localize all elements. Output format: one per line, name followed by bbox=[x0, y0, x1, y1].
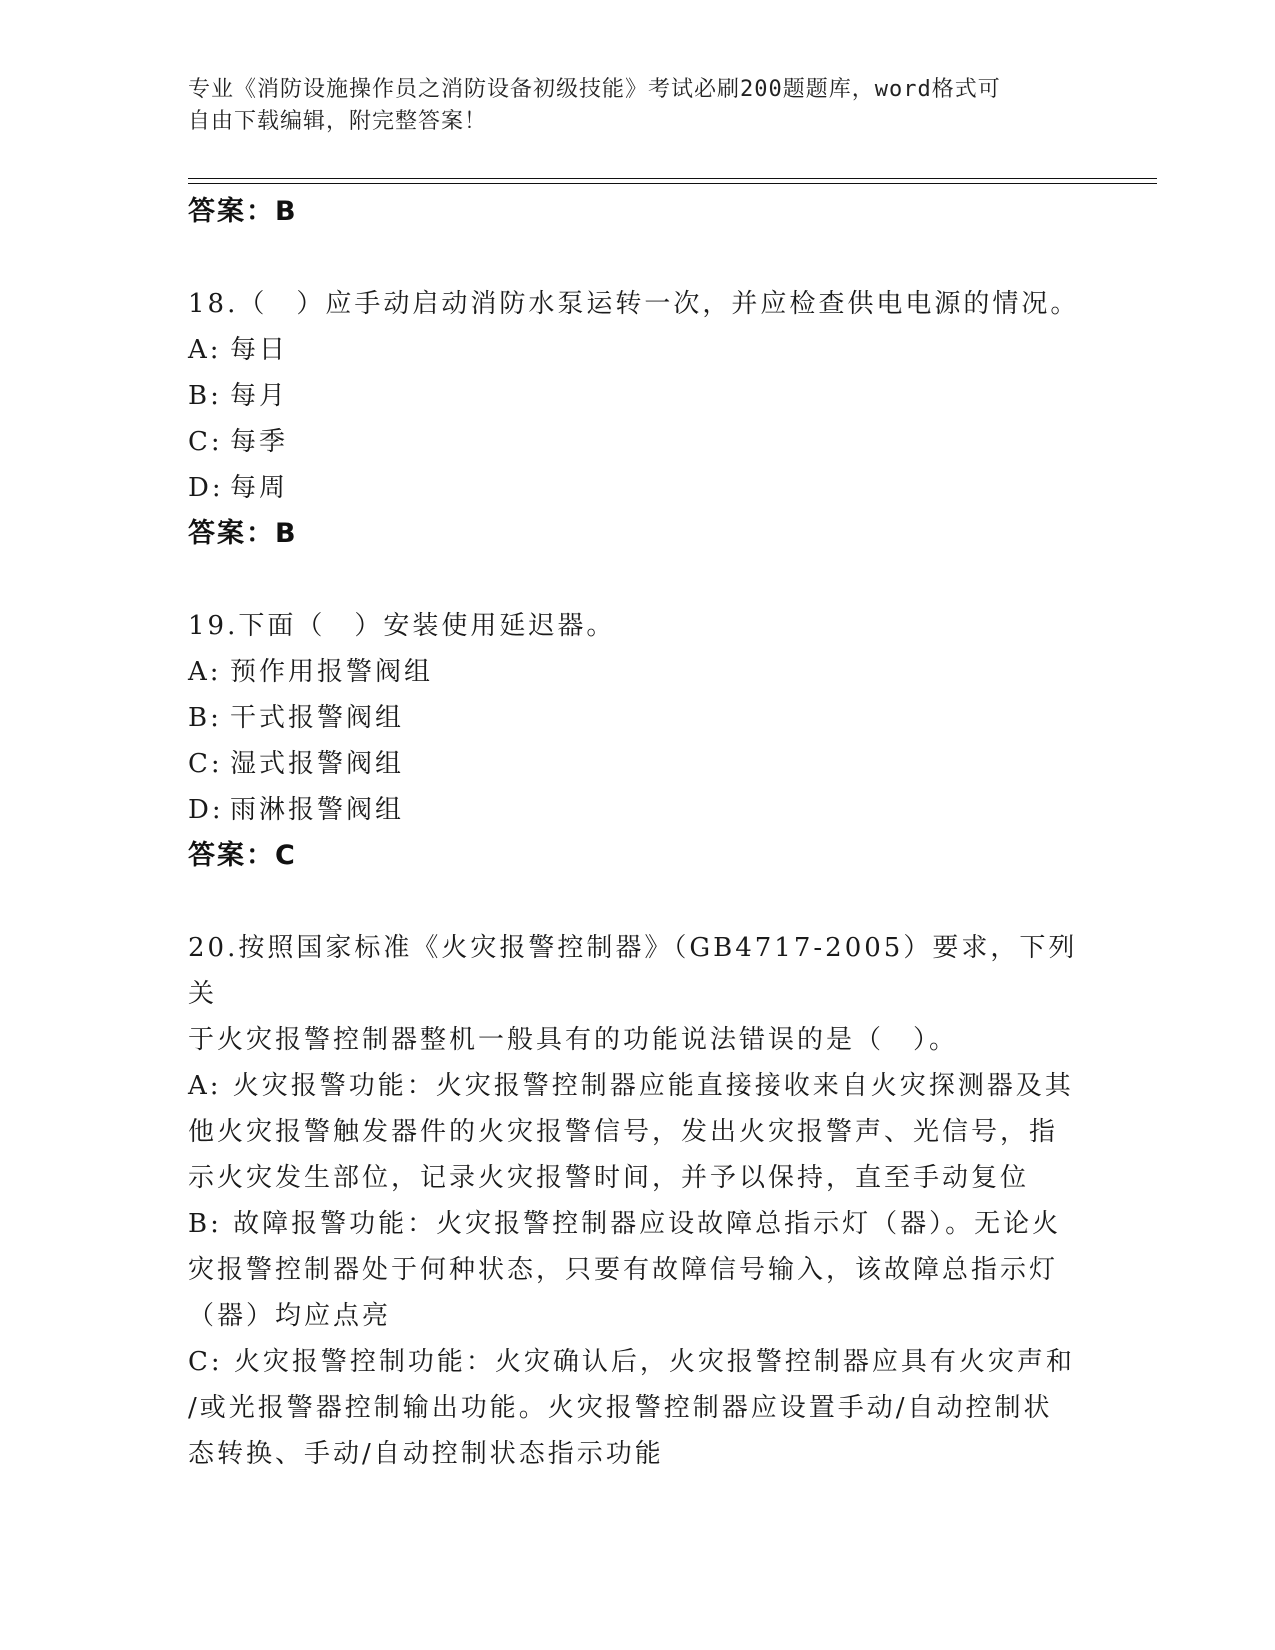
option-text: 每季 bbox=[230, 427, 289, 457]
option-c bbox=[188, 419, 1088, 465]
option-key: A: bbox=[188, 657, 222, 687]
document-body bbox=[188, 189, 1088, 1477]
question-stem: 18.（ ）应手动启动消防水泵运转一次，并应检查供电电源的情况。 bbox=[188, 289, 1080, 319]
option-text: 每月 bbox=[230, 381, 289, 411]
option-text: 每日 bbox=[230, 335, 289, 365]
option-key: C: bbox=[188, 749, 223, 779]
header-divider-bottom bbox=[188, 183, 1157, 184]
option-c-line: /或光报警器控制输出功能。火灾报警控制器应设置手动/自动控制状 bbox=[188, 1393, 1053, 1423]
spacer bbox=[188, 557, 1088, 603]
question-answer: 答案：C bbox=[188, 840, 297, 871]
option-a-line: A: 火灾报警功能：火灾报警控制器应能直接接收来自火灾探测器及其 bbox=[188, 1071, 1074, 1101]
option-b-line: 灾报警控制器处于何种状态，只要有故障信号输入，该故障总指示灯 bbox=[188, 1255, 1059, 1285]
option-c-line: 态转换、手动/自动控制状态指示功能 bbox=[188, 1439, 664, 1469]
previous-answer: 答案：B bbox=[188, 196, 298, 227]
option-key: C: bbox=[188, 427, 223, 457]
option-b-line: B: 故障报警功能：火灾报警控制器应设故障总指示灯（器）。无论火 bbox=[188, 1209, 1062, 1239]
option-key: B: bbox=[188, 381, 222, 411]
option-a-line: 示火灾发生部位，记录火灾报警时间，并予以保持，直至手动复位 bbox=[188, 1163, 1030, 1193]
option-key: D: bbox=[188, 473, 224, 503]
option-a bbox=[188, 649, 1088, 695]
question-stem: 19.下面（ ）安装使用延迟器。 bbox=[188, 611, 616, 641]
option-b-line: （器）均应点亮 bbox=[188, 1301, 392, 1331]
spacer bbox=[188, 879, 1088, 925]
header-divider-top bbox=[188, 178, 1157, 179]
option-key: B: bbox=[188, 703, 222, 733]
spacer bbox=[188, 235, 1088, 281]
question-20 bbox=[188, 925, 1088, 1477]
option-d bbox=[188, 787, 1088, 833]
option-text: 干式报警阀组 bbox=[230, 703, 405, 733]
header-line-2: 自由下载编辑，附完整答案！ bbox=[188, 109, 488, 134]
option-text: 每周 bbox=[230, 473, 289, 503]
option-text: 湿式报警阀组 bbox=[230, 749, 405, 779]
option-text: 预作用报警阀组 bbox=[230, 657, 434, 687]
option-b bbox=[188, 373, 1088, 419]
question-18 bbox=[188, 281, 1088, 557]
option-key: A: bbox=[188, 335, 222, 365]
option-text: 雨淋报警阀组 bbox=[230, 795, 405, 825]
option-a bbox=[188, 327, 1088, 373]
page-header bbox=[188, 74, 1068, 138]
option-c-line: C: 火灾报警控制功能：火灾确认后，火灾报警控制器应具有火灾声和 bbox=[188, 1347, 1075, 1377]
question-stem-line: 20.按照国家标准《火灾报警控制器》（GB4717-2005）要求，下列关 bbox=[188, 933, 1078, 1009]
question-stem-line: 于火灾报警控制器整机一般具有的功能说法错误的是（ ）。 bbox=[188, 1025, 959, 1055]
question-answer: 答案：B bbox=[188, 518, 298, 549]
option-c bbox=[188, 741, 1088, 787]
question-19 bbox=[188, 603, 1088, 879]
option-d bbox=[188, 465, 1088, 511]
option-a-line: 他火灾报警触发器件的火灾报警信号，发出火灾报警声、光信号，指 bbox=[188, 1117, 1059, 1147]
option-key: D: bbox=[188, 795, 224, 825]
option-b bbox=[188, 695, 1088, 741]
header-line-1: 专业《消防设施操作员之消防设备初级技能》考试必刷200题题库，word格式可 bbox=[188, 77, 1001, 102]
